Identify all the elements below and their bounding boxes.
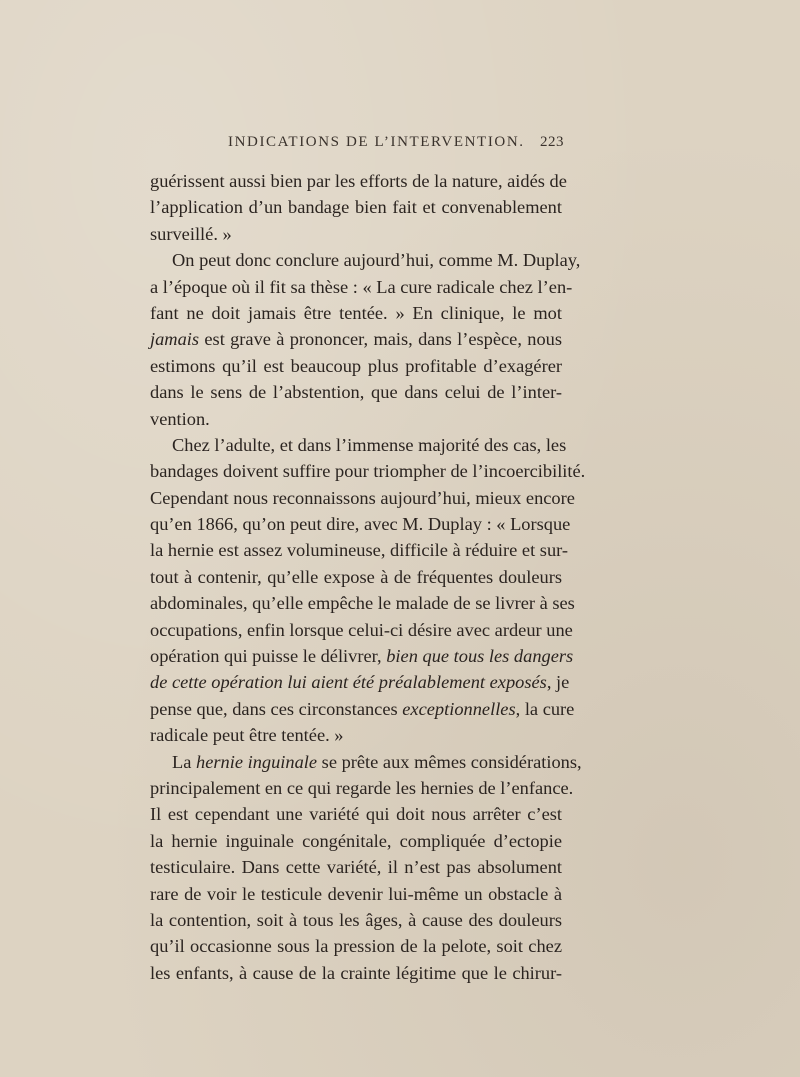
text-segment: fant ne doit jamais être tentée. » En clinique, le mot xyxy=(150,302,562,323)
text-line xyxy=(150,432,567,458)
page-number: 223 xyxy=(540,134,564,150)
text-segment: a l’époque où il fit sa thèse : « La cure radicale chez l’en- xyxy=(150,276,573,297)
text-line xyxy=(150,854,562,880)
text-line xyxy=(150,907,562,933)
running-head xyxy=(228,134,564,158)
running-head-title: INDICATIONS DE L’INTERVENTION. xyxy=(228,134,525,150)
text-segment: guérissent aussi bien par les efforts de la nature, aidés de xyxy=(150,171,567,191)
text-segment: Il est cependant une variété qui doit nous arrêter c’est xyxy=(150,804,562,825)
italic-text: exceptionnelles xyxy=(402,698,516,719)
text-line xyxy=(150,194,562,220)
text-line xyxy=(150,247,581,273)
text-segment: la hernie est assez volumineuse, difficile à réduire et sur- xyxy=(150,540,569,561)
text-line xyxy=(150,933,562,959)
text-segment: Cependant nous reconnaissons aujourd’hui, mieux encore xyxy=(150,487,575,508)
text-segment: vention. xyxy=(150,408,210,429)
text-line xyxy=(150,696,575,722)
text-line xyxy=(150,379,562,405)
text-segment: se prête aux mêmes considérations, xyxy=(317,751,582,772)
text-segment: rare de voir le testicule devenir lui-même un obstacle à xyxy=(150,883,562,904)
italic-text: hernie inguinale xyxy=(196,751,318,772)
text-segment: l’application d’un bandage bien fait et convenablement xyxy=(150,197,562,218)
text-line xyxy=(150,669,570,695)
text-line xyxy=(150,617,573,643)
text-segment: qu’il occasionne sous la pression de la pelote, soit chez xyxy=(150,936,562,957)
text-segment: les enfants, à cause de la crainte légitime que le chirur- xyxy=(150,962,562,983)
text-line xyxy=(150,749,582,775)
text-segment: , la cure xyxy=(515,698,575,719)
text-line xyxy=(150,722,562,748)
text-line xyxy=(150,353,562,379)
text-segment: estimons qu’il est beaucoup plus profitable d’exagérer xyxy=(150,355,562,376)
text-segment: tout à contenir, qu’elle expose à de fréquentes douleurs xyxy=(150,566,562,587)
text-line xyxy=(150,537,569,563)
text-segment: la contention, soit à tous les âges, à cause des douleurs xyxy=(150,909,562,930)
text-line xyxy=(150,485,575,511)
text-segment: bandages doivent suffire pour triompher de l’incoercibilité. xyxy=(150,461,586,482)
text-line xyxy=(150,458,586,484)
text-line xyxy=(150,643,574,669)
text-line xyxy=(150,168,567,194)
text-line xyxy=(150,406,562,432)
text-segment: opération qui puisse le délivrer, xyxy=(150,646,387,667)
text-line xyxy=(150,326,562,352)
text-segment: Chez l’adulte, et dans l’immense majorité des cas, les xyxy=(172,434,567,455)
text-segment: testiculaire. Dans cette variété, il n’est pas absolument xyxy=(150,857,562,878)
text-line xyxy=(150,775,574,801)
text-segment: La xyxy=(172,751,196,772)
text-segment: la hernie inguinale congénitale, compliquée d’ectopie xyxy=(150,830,562,851)
text-line xyxy=(150,881,562,907)
text-segment: pense que, dans ces circonstances xyxy=(150,698,403,719)
text-segment: qu’en 1866, qu’on peut dire, avec M. Duplay : « Lorsque xyxy=(150,514,571,535)
text-segment: radicale peut être tentée. » xyxy=(150,725,344,746)
text-line xyxy=(150,221,562,247)
text-line xyxy=(150,274,573,300)
italic-text: bien que tous les dangers xyxy=(386,646,574,667)
text-line xyxy=(150,564,562,590)
body-text xyxy=(150,168,586,986)
text-line xyxy=(150,300,562,326)
italic-text: de cette opération lui aient été préalablement exposés xyxy=(150,672,547,693)
text-segment: occupations, enfin lorsque celui-ci désire avec ardeur une xyxy=(150,619,573,640)
text-line xyxy=(150,801,562,827)
text-segment: , je xyxy=(546,672,570,693)
text-line xyxy=(150,828,562,854)
text-line xyxy=(150,960,562,986)
text-line xyxy=(150,511,571,537)
text-segment: abdominales, qu’elle empêche le malade de se livrer à ses xyxy=(150,593,575,614)
text-segment: On peut donc conclure aujourd’hui, comme M. Duplay, xyxy=(172,250,581,271)
text-segment: principalement en ce qui regarde les hernies de l’enfance. xyxy=(150,777,574,798)
text-segment: surveillé. » xyxy=(150,223,232,244)
text-segment: dans le sens de l’abstention, que dans celui de l’inter- xyxy=(150,382,562,403)
text-line xyxy=(150,590,575,616)
text-segment: est grave à prononcer, mais, dans l’espèce, nous xyxy=(199,329,562,350)
italic-text: jamais xyxy=(150,329,200,350)
